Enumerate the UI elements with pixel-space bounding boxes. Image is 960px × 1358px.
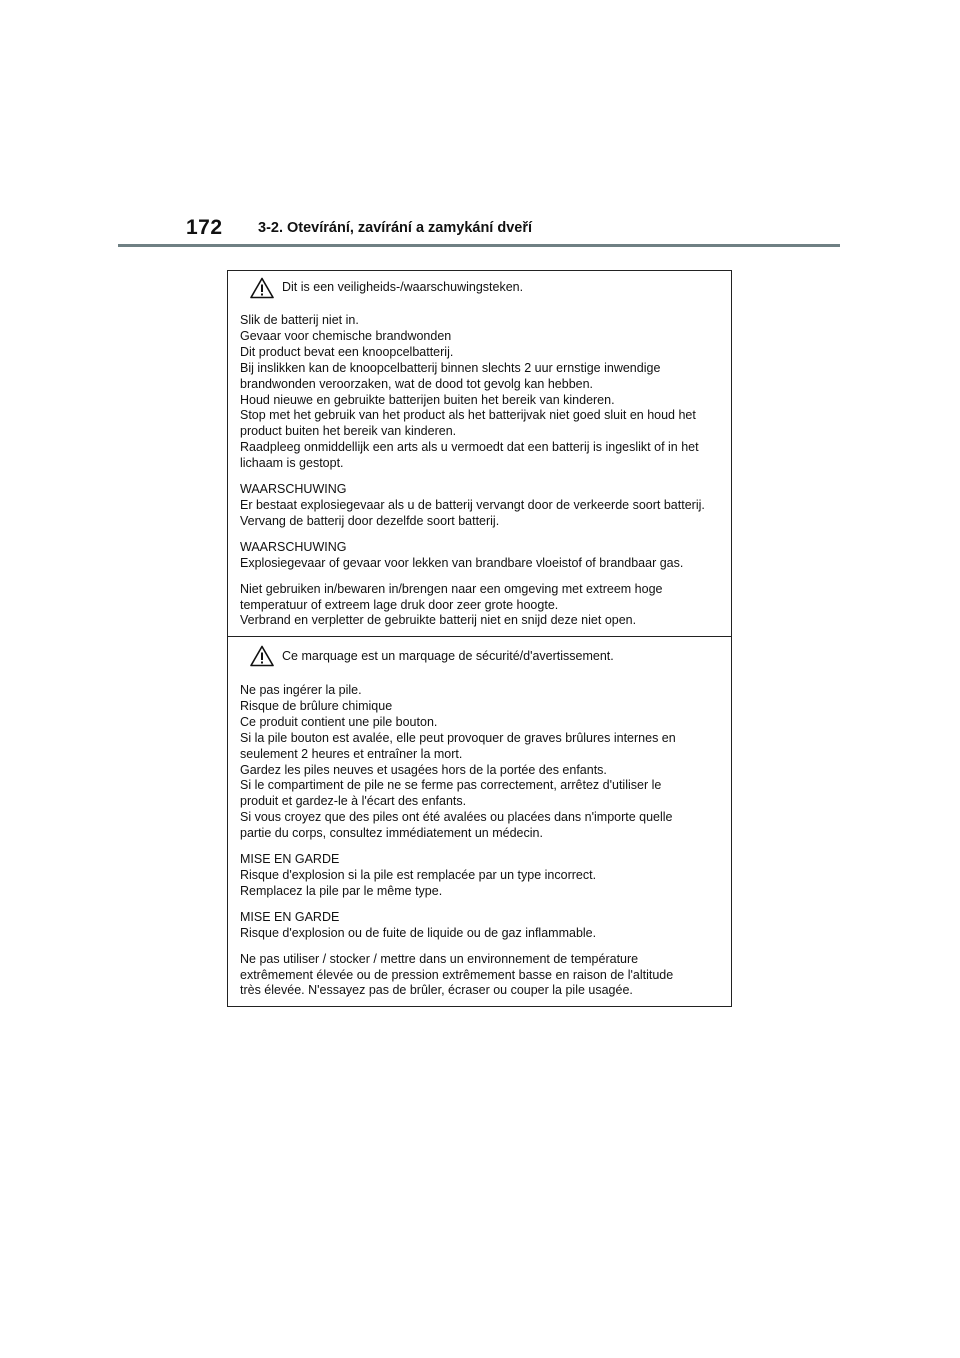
text-line: seulement 2 heures et entraîner la mort. bbox=[240, 746, 463, 761]
warning-triangle-icon bbox=[250, 277, 274, 299]
text-line: MISE EN GARDE bbox=[240, 909, 340, 924]
text-line: lichaam is gestopt. bbox=[240, 456, 344, 471]
dutch-block-4 bbox=[240, 582, 731, 630]
text-line: Gardez les piles neuves et usagées hors de la portée des enfants. bbox=[240, 762, 607, 777]
text-line: Risque d'explosion si la pile est remplacée par un type incorrect. bbox=[240, 867, 597, 882]
text-line: Remplacez la pile par le même type. bbox=[240, 883, 443, 898]
text-line: temperatuur of extreem lage druk door zeer grote hoogte. bbox=[240, 597, 559, 612]
text-line: Niet gebruiken in/bewaren in/brengen naar een omgeving met extreem hoge bbox=[240, 581, 663, 596]
dutch-heading-row bbox=[240, 271, 731, 303]
text-line: WAARSCHUWING bbox=[240, 482, 347, 497]
text-line: Verbrand en verpletter de gebruikte batterij niet en snijd deze niet open. bbox=[240, 613, 637, 628]
text-line: Ne pas utiliser / stocker / mettre dans un environnement de température bbox=[240, 951, 639, 966]
page-number: 172 bbox=[186, 216, 223, 239]
text-line: produit et gardez-le à l'écart des enfants. bbox=[240, 794, 467, 809]
french-block-4 bbox=[240, 952, 731, 1000]
dutch-block-2 bbox=[240, 482, 731, 530]
text-line: brandwonden veroorzaken, wat de dood tot gevolg kan hebben. bbox=[240, 376, 594, 391]
text-line: Si vous croyez que des piles ont été avalées ou placées dans n'importe quelle bbox=[240, 810, 673, 825]
french-warning-panel bbox=[228, 636, 731, 1006]
text-line: Risque de brûlure chimique bbox=[240, 698, 393, 713]
text-line: Stop met het gebruik van het product als het batterijvak niet goed sluit en houd het bbox=[240, 408, 696, 423]
warning-triangle-icon bbox=[250, 645, 274, 667]
dutch-block-1 bbox=[240, 313, 731, 472]
text-line: très élevée. N'essayez pas de brûler, écraser ou couper la pile usagée. bbox=[240, 983, 633, 998]
text-line: WAARSCHUWING bbox=[240, 539, 347, 554]
french-block-2 bbox=[240, 852, 731, 900]
dutch-heading: Dit is een veiligheids-/waarschuwingsteken. bbox=[282, 280, 524, 294]
text-line: Si la pile bouton est avalée, elle peut provoquer de graves brûlures internes en bbox=[240, 730, 676, 745]
text-line: Vervang de batterij door dezelfde soort batterij. bbox=[240, 513, 500, 528]
french-heading: Ce marquage est un marquage de sécurité/d'avertissement. bbox=[282, 649, 614, 663]
text-line: Explosiegevaar of gevaar voor lekken van brandbare vloeistof of brandbaar gas. bbox=[240, 555, 684, 570]
text-line: partie du corps, consultez immédiatement un médecin. bbox=[240, 826, 543, 841]
section-title: 3-2. Otevírání, zavírání a zamykání dveří bbox=[258, 220, 533, 236]
text-line: Bij inslikken kan de knoopcelbatterij binnen slechts 2 uur ernstige inwendige bbox=[240, 360, 661, 375]
text-line: extrêmement élevée ou de pression extrêmement basse en raison de l'altitude bbox=[240, 967, 674, 982]
text-line: Ce produit contient une pile bouton. bbox=[240, 714, 438, 729]
text-line: Houd nieuwe en gebruikte batterijen buiten het bereik van kinderen. bbox=[240, 392, 615, 407]
header-rule bbox=[118, 244, 840, 247]
french-block-1 bbox=[240, 683, 731, 842]
text-line: Raadpleeg onmiddellijk een arts als u vermoedt dat een batterij is ingeslikt of in het bbox=[240, 440, 699, 455]
dutch-warning-panel bbox=[228, 271, 731, 636]
text-line: MISE EN GARDE bbox=[240, 852, 340, 867]
text-line: Risque d'explosion ou de fuite de liquide ou de gaz inflammable. bbox=[240, 925, 597, 940]
battery-warning-box bbox=[227, 270, 732, 1007]
text-line: Ne pas ingérer la pile. bbox=[240, 683, 362, 697]
text-line: Slik de batterij niet in. bbox=[240, 313, 359, 327]
text-line: product buiten het bereik van kinderen. bbox=[240, 424, 457, 439]
dutch-block-3 bbox=[240, 540, 731, 572]
text-line: Er bestaat explosiegevaar als u de batterij vervangt door de verkeerde soort batterij. bbox=[240, 497, 705, 512]
text-line: Si le compartiment de pile ne se ferme pas correctement, arrêtez d'utiliser le bbox=[240, 778, 662, 793]
french-heading-row bbox=[240, 637, 731, 673]
text-line: Dit product bevat een knoopcelbatterij. bbox=[240, 344, 454, 359]
text-line: Gevaar voor chemische brandwonden bbox=[240, 328, 452, 343]
french-block-3 bbox=[240, 910, 731, 942]
